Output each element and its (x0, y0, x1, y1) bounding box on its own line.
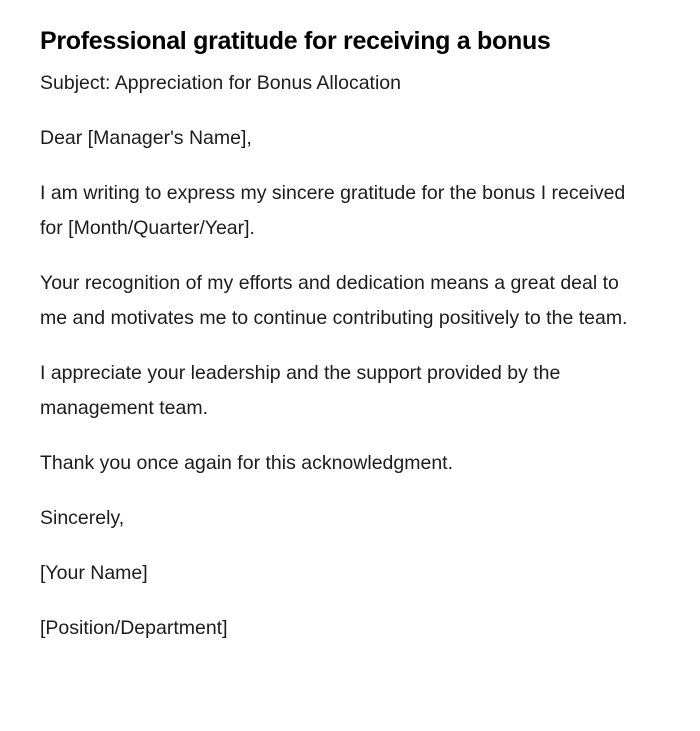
closing-thanks: Thank you once again for this acknowledgment. (40, 452, 453, 474)
signature-position: [Position/Department] (40, 617, 228, 639)
subject-line: Subject: Appreciation for Bonus Allocation (40, 72, 401, 94)
body-paragraph-gratitude: I am writing to express my sincere gratitude for the bonus I received for [Month/Quarter/Year]. (40, 182, 626, 239)
body-paragraph-leadership: I appreciate your leadership and the support provided by the management team. (40, 362, 561, 419)
document-title: Professional gratitude for receiving a bonus (40, 27, 551, 55)
sign-off: Sincerely, (40, 507, 125, 529)
signature-name: [Your Name] (40, 562, 148, 584)
body-paragraph-recognition: Your recognition of my efforts and dedication means a great deal to me and motivates me to continue contributing positively to the team. (40, 272, 628, 329)
salutation: Dear [Manager's Name], (40, 127, 252, 149)
